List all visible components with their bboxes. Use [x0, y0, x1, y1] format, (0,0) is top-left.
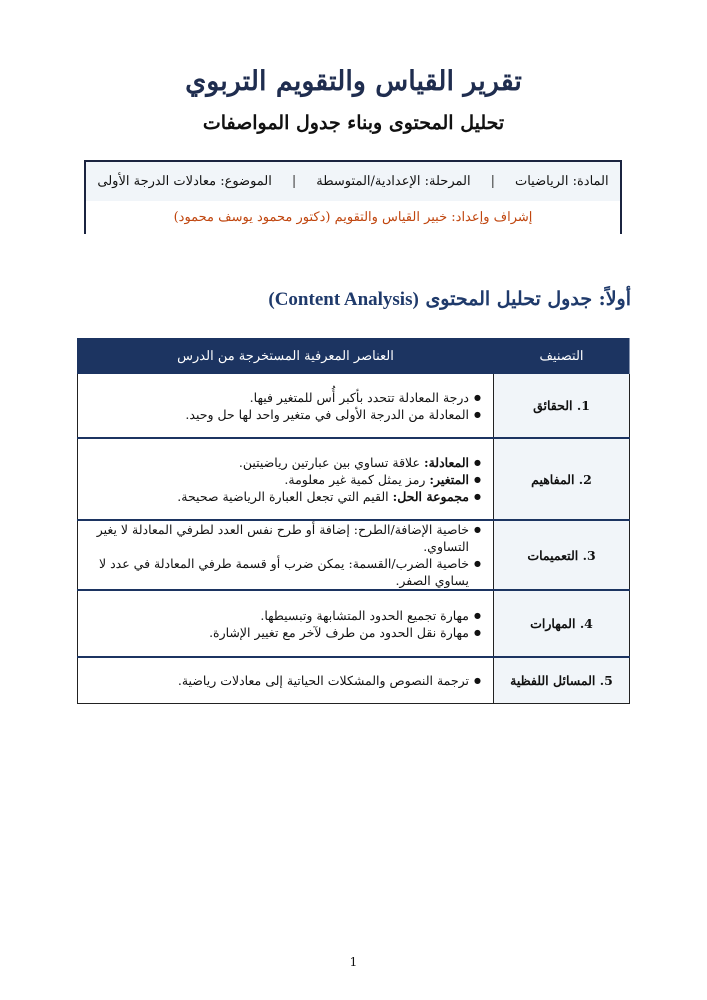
table-row [78, 438, 630, 520]
content-analysis-table [77, 338, 630, 704]
category-cell: 2. المفاهيم [494, 438, 630, 520]
info-row-meta [86, 162, 620, 201]
info-row-supervision [86, 201, 620, 234]
report-subtitle: تحليل المحتوى وبناء جدول المواصفات [202, 112, 505, 134]
report-title: تقرير القياس والتقويم التربوي [185, 66, 522, 97]
category-cell: 4. المهارات [494, 590, 630, 657]
elements-list [86, 389, 481, 423]
table-row [78, 590, 630, 657]
section-heading-en: (Content Analysis) [268, 289, 419, 310]
subject-field: المادة: الرياضيات [514, 174, 609, 189]
list-item [86, 488, 481, 505]
list-item [86, 624, 481, 641]
list-item [86, 471, 481, 488]
list-item [86, 406, 481, 423]
table-header-row [78, 338, 630, 374]
supervision-text: إشراف وإعداد: خبير القياس والتقويم (دكتور محمود يوسف محمود) [173, 210, 533, 225]
table-row [78, 657, 630, 703]
elements-cell [78, 657, 494, 703]
header-classification: التصنيف [494, 338, 630, 374]
term-label: المتغير: [429, 471, 469, 487]
list-item [86, 607, 481, 624]
item-text: المعادلة من الدرجة الأولى في متغير واحد لها حل وحيد. [185, 406, 469, 422]
elements-list [86, 454, 481, 505]
elements-list [86, 521, 481, 589]
category-cell: 1. الحقائق [494, 374, 630, 438]
section-heading-ar: أولاً: جدول تحليل المحتوى [425, 288, 631, 310]
term-label: المعادلة: [423, 454, 469, 470]
separator: | [490, 174, 495, 189]
elements-list [86, 607, 481, 641]
page-number: 1 [349, 955, 358, 969]
item-text: رمز يمثل كمية غير معلومة. [284, 471, 430, 487]
elements-cell [78, 520, 494, 590]
list-item [86, 672, 481, 689]
item-text: مهارة نقل الحدود من طرف لآخر مع تغيير الإشارة. [209, 624, 469, 640]
section-heading [268, 281, 631, 318]
table-body [78, 374, 630, 703]
table-row [78, 520, 630, 590]
list-item [86, 454, 481, 471]
info-box [84, 160, 622, 234]
elements-cell [78, 374, 494, 438]
list-item [86, 389, 481, 406]
item-text: خاصية الإضافة/الطرح: إضافة أو طرح نفس العدد لطرفي المعادلة لا يغير التساوي. [96, 522, 469, 554]
category-cell: 5. المسائل اللفظية [494, 657, 630, 703]
list-item [86, 521, 481, 555]
table-row [78, 374, 630, 438]
item-text: مهارة تجميع الحدود المتشابهة وتبسيطها. [260, 607, 469, 623]
topic-field: الموضوع: معادلات الدرجة الأولى [97, 174, 272, 189]
term-label: مجموعة الحل: [392, 488, 469, 504]
item-text: ترجمة النصوص والمشكلات الحياتية إلى معادلات رياضية. [177, 672, 469, 688]
separator: | [291, 174, 297, 189]
list-item [86, 555, 481, 589]
category-cell: 3. التعميمات [494, 520, 630, 590]
elements-cell [78, 590, 494, 657]
elements-cell [78, 438, 494, 520]
elements-list [86, 672, 481, 689]
item-text: القيم التي تجعل العبارة الرياضية صحيحة. [177, 488, 393, 504]
item-text: علاقة تساوي بين عبارتين رياضيتين. [238, 454, 424, 470]
stage-field: المرحلة: الإعدادية/المتوسطة [316, 174, 471, 189]
item-text: درجة المعادلة تتحدد بأكبر أُس للمتغير فيها. [249, 389, 469, 405]
header-elements: العناصر المعرفية المستخرجة من الدرس [78, 338, 494, 374]
item-text: خاصية الضرب/القسمة: يمكن ضرب أو قسمة طرفي المعادلة في عدد لا يساوي الصفر. [99, 556, 469, 588]
